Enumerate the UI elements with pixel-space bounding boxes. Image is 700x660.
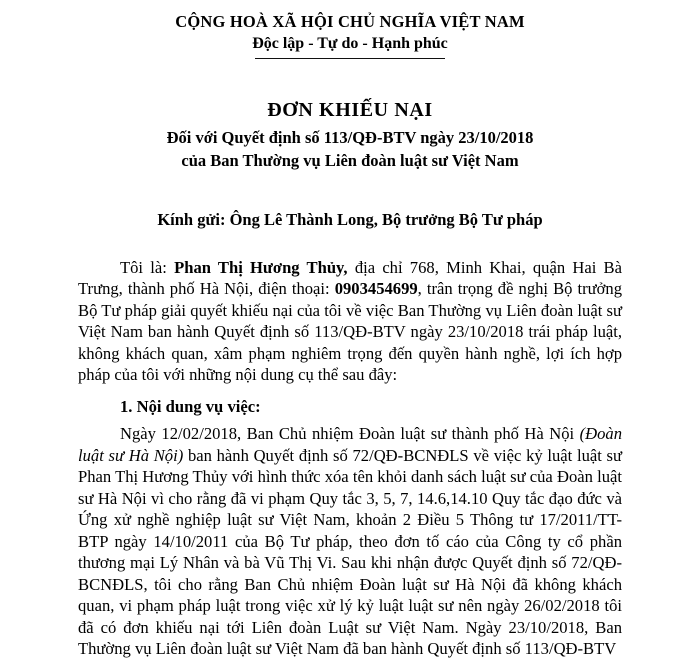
section-1-paragraph	[78, 423, 622, 660]
document-subtitle-line-2: của Ban Thường vụ Liên đoàn luật sư Việt Nam	[181, 150, 519, 170]
motto-divider-rule	[255, 58, 445, 59]
national-header	[78, 0, 622, 59]
country-name-line: CỘNG HOÀ XÃ HỘI CHỦ NGHĨA VIỆT NAM	[175, 12, 525, 31]
intro-paragraph-block	[78, 257, 622, 386]
intro-lead-text: Tôi là:	[120, 257, 175, 277]
document-title-block	[78, 98, 622, 172]
addressee-line: Kính gửi: Ông Lê Thành Long, Bộ trưởng Bộ Tư pháp	[157, 209, 543, 229]
bar-association-alias: (Đoàn luật sư Hà Nội)	[78, 424, 622, 465]
section-1-text-part-1: Ngày 12/02/2018, Ban Chủ nhiệm Đoàn luật sư thành phố Hà Nội	[120, 424, 580, 444]
document-subtitle-line-1: Đối với Quyết định số 113/QĐ-BTV ngày 23/10/2018	[166, 127, 534, 147]
author-name: Phan Thị Hương Thủy,	[174, 257, 348, 277]
intro-paragraph	[78, 257, 622, 386]
section-1-text-part-2: ban hành Quyết định số 72/QĐ-BCNĐLS về việc kỷ luật luật sư Phan Thị Hương Thủy với hình thức xóa tên khỏi danh sách luật sư của Đoàn luật sư Hà Nội vì cho rằng đã vi phạm Quy tắc 3, 5, 7, 14.6,14.10 Quy tắc đạo đức và Ứng xử nghề nghiệp luật sư Việt Nam, khoản 2 Điều 5 Thông tư 17/2011/TT-BTP ngày 14/10/2011 của Bộ Tư pháp, theo đơn tố cáo của Công ty cổ phần thương mại Lý Nhân và bà Vũ Thị Vi. Sau khi nhận được Quyết định số 72/QĐ-BCNĐLS, tôi cho rằng Ban Chủ nhiệm Đoàn luật sư Hà Nội đã không khách quan, vi phạm pháp luật trong việc xử lý kỷ luật luật sư nên ngày 26/02/2018 tôi đã có đơn khiếu nại tới Liên đoàn Luật sư Việt Nam. Ngày 23/10/2018, Ban Thường vụ Liên đoàn luật sư Việt Nam đã ban hành Quyết định số 113/QĐ-BTV	[78, 445, 622, 659]
section-heading-1: 1. Nội dung vụ việc:	[120, 396, 261, 416]
intro-remainder-text: , trân trọng đề nghị Bộ trưởng Bộ Tư pháp giải quyết khiếu nại của tôi về việc Ban Thường vụ Liên đoàn luật sư Việt Nam ban hành Quyết định số 113/QĐ-BTV ngày 23/10/2018 trái pháp luật, không khách quan, xâm phạm nghiêm trọng đến quyền hành nghề, lợi ích hợp pháp của tôi với những nội dung cụ thể sau đây:	[78, 279, 622, 385]
address-text: địa chỉ 768, Minh Khai, quận Hai Bà Trưng, thành phố Hà Nội, điện thoại:	[78, 257, 622, 299]
national-motto-line: Độc lập - Tự do - Hạnh phúc	[252, 35, 448, 53]
phone-number: 0903454699	[334, 279, 418, 299]
page-title: ĐƠN KHIẾU NẠI	[267, 98, 433, 121]
